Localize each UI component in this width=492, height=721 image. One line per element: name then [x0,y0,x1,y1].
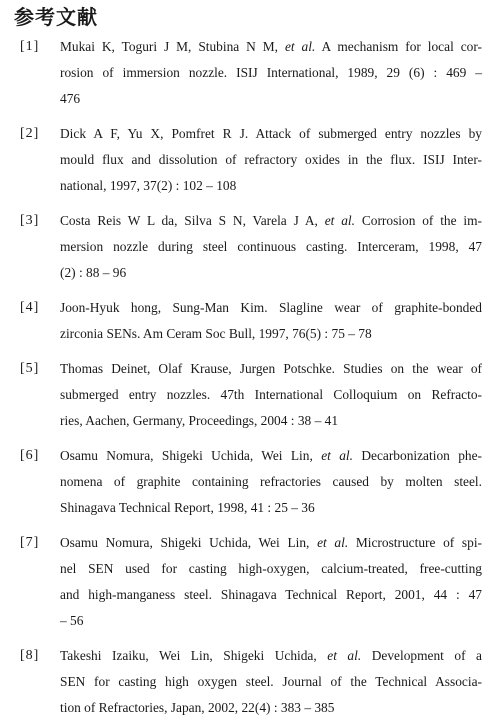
reference-line: Takeshi Izaiku, Wei Lin, Shigeki Uchida, et al. Development of a [60,648,482,663]
reference-line: mould flux and dissolution of refractory oxides in the flux. ISIJ Inter- [60,152,482,167]
reference-list [20,34,482,721]
reference-spacer [20,434,482,443]
reference-line: Dick A F, Yu X, Pomfret R J. Attack of submerged entry nozzles by [60,126,482,141]
reference-text [60,356,482,434]
reference-line: SEN for casting high oxygen steel. Journal of the Technical Associa- [60,674,482,689]
reference-spacer [20,634,482,643]
reference-entry [20,443,482,521]
reference-number: [4] [20,300,40,315]
reference-spacer [20,521,482,530]
reference-line: ries, Aachen, Germany, Proceedings, 2004 : 38 – 41 [60,413,339,428]
reference-line: submerged entry nozzles. 47th International Colloquium on Refracto- [60,387,482,402]
reference-number: [3] [20,213,40,228]
reference-text [60,295,482,347]
reference-number: [6] [20,448,40,463]
reference-line: Shinagava Technical Report, 1998, 41 : 25 – 36 [60,500,315,515]
reference-number: [8] [20,648,40,663]
reference-text [60,530,482,634]
reference-entry [20,643,482,721]
reference-line: Osamu Nomura, Shigeki Uchida, Wei Lin, et al. Microstructure of spi- [60,535,482,550]
reference-line: 476 [60,91,81,106]
reference-line: (2) : 88 – 96 [60,265,127,280]
reference-line: Mukai K, Toguri J M, Stubina N M, et al. A mechanism for local cor- [60,39,483,54]
reference-spacer [20,199,482,208]
reference-line: tion of Refractories, Japan, 2002, 22(4) : 383 – 385 [60,700,335,715]
reference-line: Costa Reis W L da, Silva S N, Varela J A, et al. Corrosion of the im- [60,213,483,228]
reference-number: [7] [20,535,40,550]
reference-text [60,34,482,112]
reference-line: zirconia SENs. Am Ceram Soc Bull, 1997, 76(5) : 75 – 78 [60,326,372,341]
reference-line: and high-manganess steel. Shinagava Technical Report, 2001, 44 : 47 [60,587,482,602]
reference-line: mersion nozzle during steel continuous casting. Interceram, 1998, 47 [60,239,482,254]
reference-spacer [20,286,482,295]
reference-entry [20,121,482,199]
reference-number: [5] [20,361,40,376]
reference-line: rosion of immersion nozzle. ISIJ International, 1989, 29 (6) : 469 – [60,65,482,80]
reference-text [60,443,482,521]
reference-line: nomena of graphite containing refractories caused by molten steel. [60,474,482,489]
reference-number: [1] [20,39,40,54]
reference-entry [20,34,482,112]
reference-text [60,643,482,721]
reference-number: [2] [20,126,40,141]
reference-line: Thomas Deinet, Olaf Krause, Jurgen Potschke. Studies on the wear of [60,361,482,376]
references-heading: 参考文献 [14,5,98,29]
reference-line: Joon-Hyuk hong, Sung-Man Kim. Slagline wear of graphite-bonded [60,300,482,315]
reference-entry [20,208,482,286]
reference-text [60,121,482,199]
reference-entry [20,356,482,434]
reference-spacer [20,112,482,121]
reference-line: nel SEN used for casting high-oxygen, calcium-treated, free-cutting [60,561,482,576]
reference-text [60,208,482,286]
reference-line: Osamu Nomura, Shigeki Uchida, Wei Lin, et al. Decarbonization phe- [60,448,482,463]
reference-line: – 56 [60,613,84,628]
reference-entry [20,295,482,347]
reference-spacer [20,347,482,356]
reference-line: national, 1997, 37(2) : 102 – 108 [60,178,237,193]
reference-entry [20,530,482,634]
